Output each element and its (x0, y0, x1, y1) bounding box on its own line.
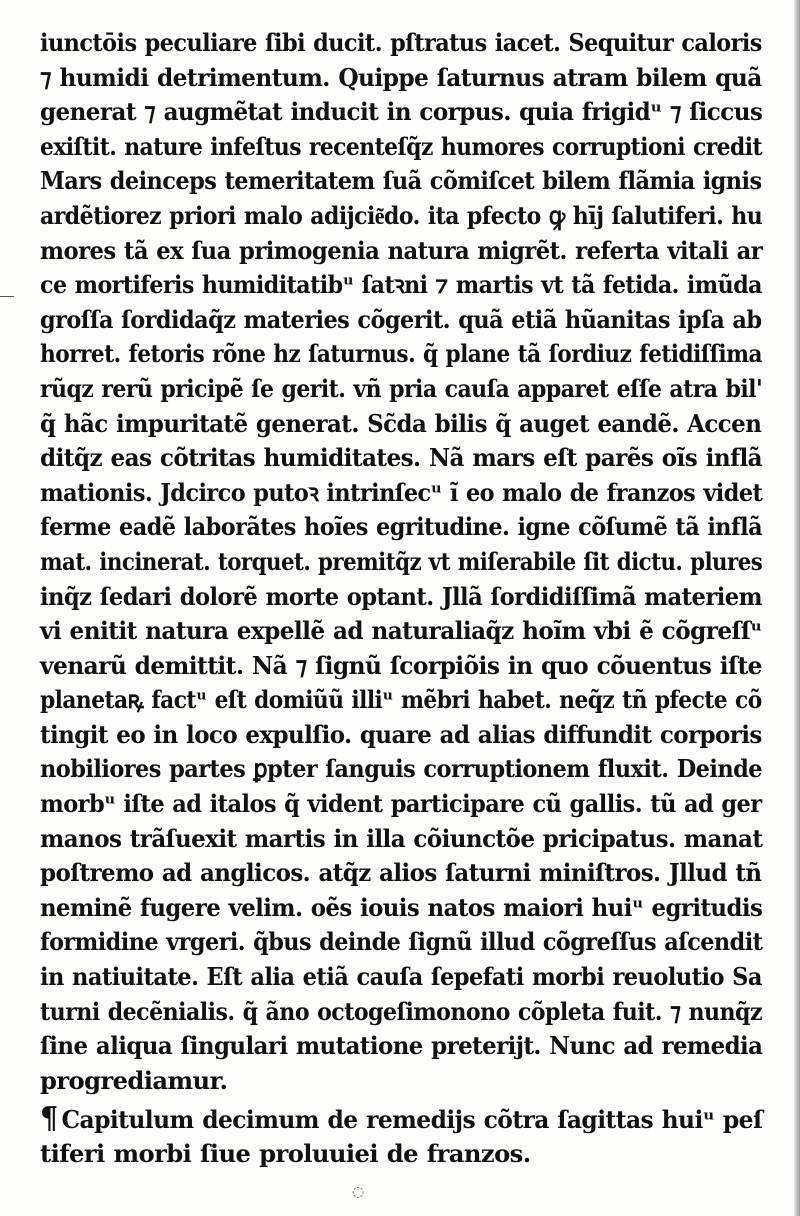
text-line: nobiliores partes ꝑpter ſanguis corruptionem fluxit. Deinde (40, 754, 763, 784)
text-line: tingit eo in loco expulſio. quare ad alias diffundit corporis (40, 719, 762, 749)
text-line: neminẽ fugere velim. oẽs iouis natos maiori huiᵘ egritudis (40, 892, 763, 922)
text-line: exiſtit. nature infeſtus recenteſq̃z humores corruptioni credit (40, 131, 763, 161)
text-line: inq̃z ſedari dolorẽ morte optant. Jllã ſordidiſſimã materiem (40, 581, 762, 611)
text-line: q̃ hãc impuritatẽ generat. Sc̃da bilis q̃ auget eandẽ. Accen (40, 408, 762, 438)
body-text (40, 26, 770, 1172)
text-line: progrediamur. (40, 1065, 228, 1095)
scan-edge (794, 0, 800, 1216)
text-line: morbᵘ iſte ad italos q̃ vident participare cũ gallis. tũ ad ger (40, 789, 762, 819)
chapter-heading-line-1: Capitulum decimum de remedijs cõtra ſagittas huiᵘ peſ (61, 1105, 763, 1135)
text-line: rũqz rerũ pricipẽ ſe gerit. vñ pria cauſa apparet eſſe atra bil' (40, 373, 763, 403)
chapter-heading-line-2: tiferi morbi ſiue proluuiei de franzos. (40, 1139, 531, 1168)
text-line: in natiuitate. Eſt alia etiã cauſa ſepefati morbi reuolutio Sa (40, 962, 762, 992)
text-line: ce mortiferis humiditatibᵘ ſatꝛni ⁊ martis vt tã fetida. imũda (40, 270, 762, 300)
text-line: formidine vrgeri. q̃bus deinde ſignũ illud cõgreſſus aſcendit (40, 927, 763, 957)
text-line: manos trãſuexit martis in illa cõiunctõe pricipatus. manat (40, 823, 763, 853)
pilcrow-icon: ¶ (40, 1101, 58, 1137)
text-line: ferme eadẽ laborãtes hoĩes egritudine. igne cõſumẽ tã inflã (40, 512, 763, 542)
text-line: mat. incinerat. torquet. premitq̃z vt miſerabile ſit dictu. plures (40, 546, 763, 576)
footer-ornament: ◌ (352, 1184, 365, 1200)
text-line: iunctōis peculiare ſibi ducit. pſtratus iacet. Sequitur caloris (40, 28, 762, 57)
text-line: turni decẽnialis. q̃ ãno octogeſimonono cõpleta fuit. ⁊ nunq̃z (40, 996, 762, 1026)
margin-mark (0, 296, 14, 297)
text-line: venarũ demittit. Nã ⁊ ſignũ ſcorpiõis in quo cõuentus iſte (40, 650, 762, 680)
text-line: ardẽtiorez priori malo adijcie͂do. ita pfecto ꝙ hīj ſalutiferi. hu (40, 200, 763, 230)
text-line: ditq̃z eas cõtritas humiditates. Nã mars eſt parẽs oĩs inflã (40, 443, 763, 473)
text-line: vi enitit natura expellẽ ad naturaliaq̃z hoĩm vbi ẽ cõgreſſᵘ (40, 616, 762, 646)
text-line: horret. fetoris rõne hz ſaturnus. q̃ plane tã ſordiuz fetidiſſima (40, 339, 762, 369)
text-line: mationis. Jdcirco putoꝛ intrinſecᵘ ĩ eo malo de franzos videt (40, 477, 763, 507)
text-line: mores tã ex ſua primogenia natura migrẽt. referta vitali ar (40, 235, 763, 265)
text-line: generat ⁊ augmẽtat inducit in corpus. quia frigidᵘ ⁊ ſiccus (40, 97, 763, 127)
text-line: ⁊ humidi detrimentum. Quippe ſaturnus atram bilem quã (40, 62, 762, 92)
text-line: groſſa ſordidaq̃z materies cõgerit. quã etiã hũanitas ipſa ab (40, 304, 762, 334)
text-line: poſtremo ad anglicos. atq̃z alios ſaturni miniſtros. Jllud tñ (40, 858, 762, 888)
chapter-heading (40, 1101, 763, 1137)
text-line: Mars deinceps temeritatem ſuã cõmiſcet bilem flãmia ignis (40, 166, 762, 196)
text-line: planetaꝶ factᵘ eſt domiũũ illiᵘ mẽbri habet. neq̃z tñ pfecte cõ (40, 685, 762, 715)
text-line: ſine aliqua ſingulari mutatione preterijt. Nunc ad remedia (40, 1031, 763, 1061)
